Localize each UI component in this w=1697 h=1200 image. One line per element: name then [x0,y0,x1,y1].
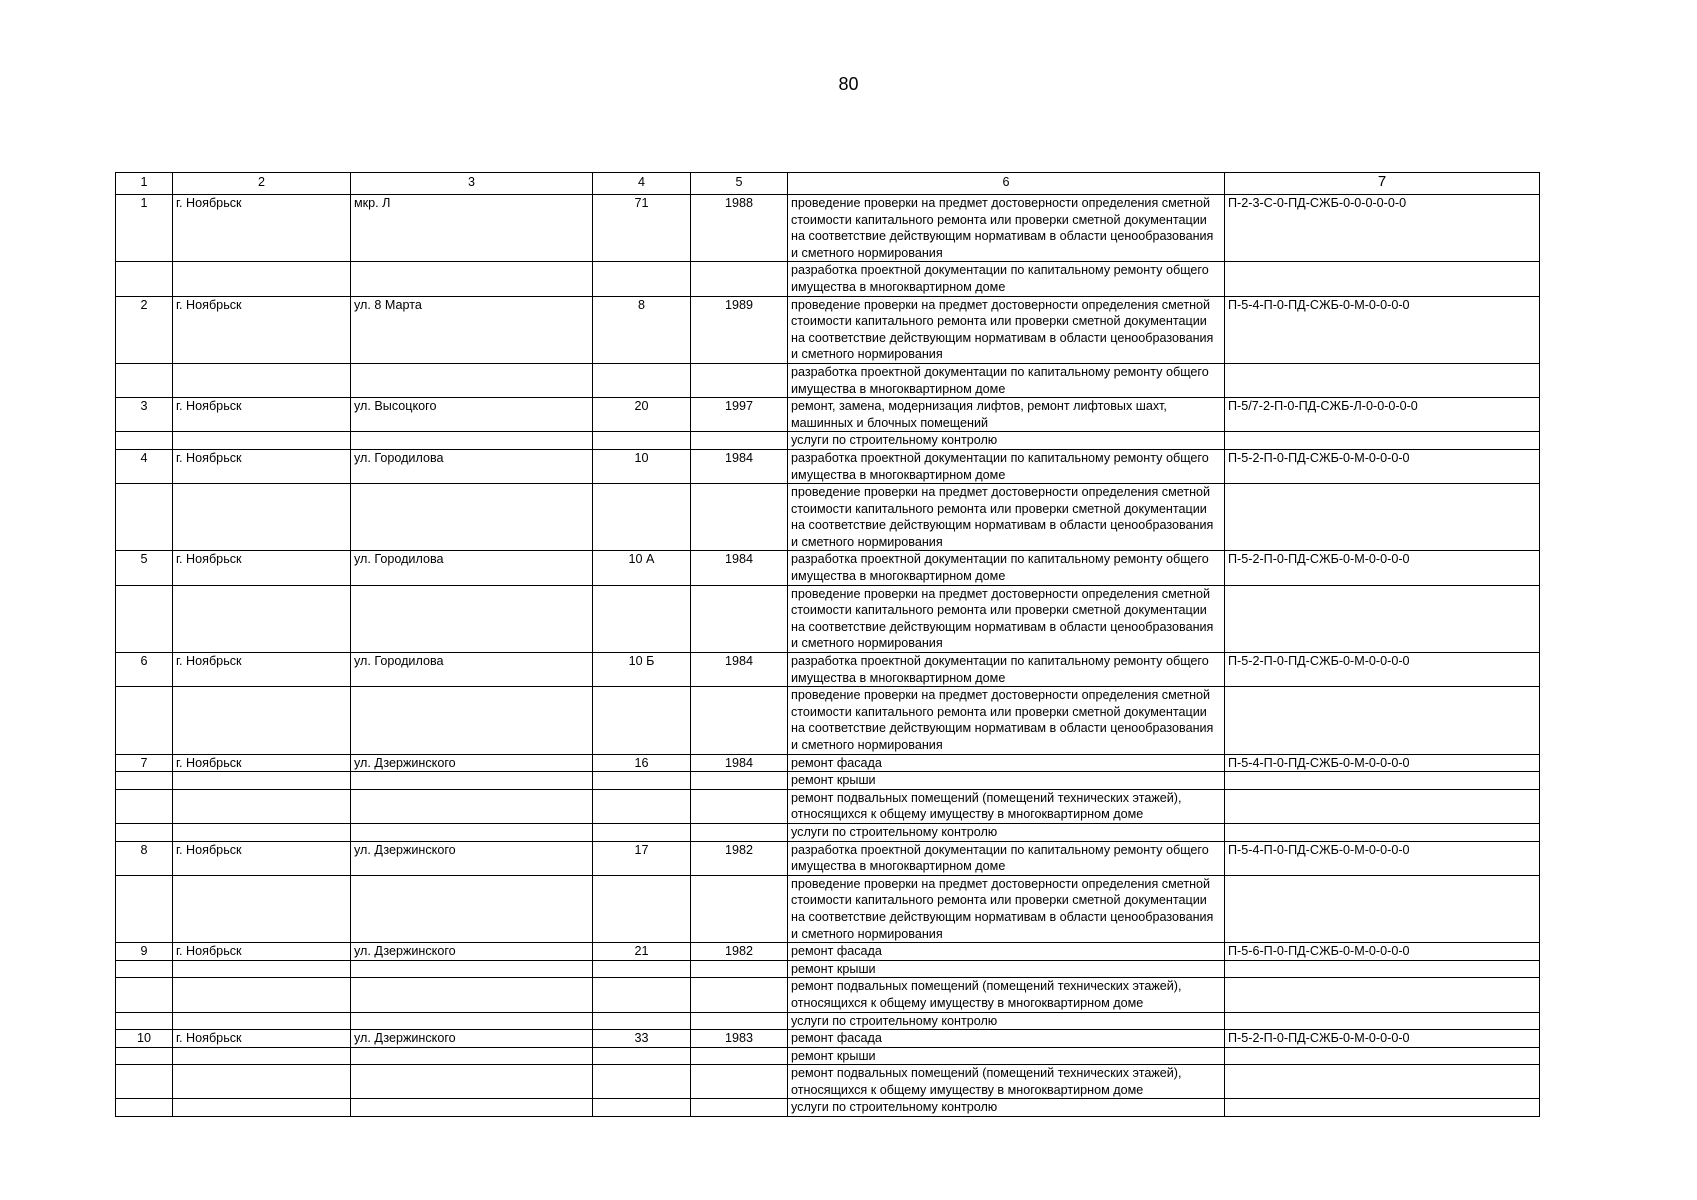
table-subrow [116,484,1540,551]
year-built-cell: 1988 [691,195,788,262]
house-number-cell: 10 Б [593,653,691,687]
city-cell [173,363,351,397]
table-subrow [116,1065,1540,1099]
row-number-cell [116,789,173,823]
work-type-cell: ремонт подвальных помещений (помещений технических этажей), относящихся к общему имуществу в многоквартирном доме [788,1065,1225,1099]
city-cell: г. Ноябрьск [173,195,351,262]
year-built-cell [691,1047,788,1065]
year-built-cell [691,262,788,296]
house-code-cell: П-5-2-П-0-ПД-СЖБ-0-М-0-0-0-0 [1225,653,1540,687]
house-number-cell: 16 [593,754,691,772]
city-cell [173,772,351,790]
work-type-cell: услуги по строительному контролю [788,823,1225,841]
street-cell [351,262,593,296]
work-type-cell: услуги по строительному контролю [788,1099,1225,1117]
header-cell: 7 [1225,173,1540,195]
street-cell: ул. 8 Марта [351,296,593,363]
row-number-cell [116,687,173,754]
year-built-cell [691,960,788,978]
street-cell: ул. Дзержинского [351,754,593,772]
header-cell: 3 [351,173,593,195]
row-number-cell [116,823,173,841]
city-cell [173,1047,351,1065]
work-type-cell: ремонт крыши [788,772,1225,790]
housing-register-table [115,172,1540,1117]
house-number-cell: 21 [593,943,691,961]
house-code-cell: П-5-4-П-0-ПД-СЖБ-0-М-0-0-0-0 [1225,841,1540,875]
work-type-cell: разработка проектной документации по капитальному ремонту общего имущества в многоквартирном доме [788,449,1225,483]
house-number-cell: 17 [593,841,691,875]
city-cell [173,432,351,450]
street-cell [351,687,593,754]
table-row [116,551,1540,585]
work-type-cell: разработка проектной документации по капитальному ремонту общего имущества в многоквартирном доме [788,653,1225,687]
work-type-cell: ремонт подвальных помещений (помещений технических этажей), относящихся к общему имуществу в многоквартирном доме [788,978,1225,1012]
table-subrow [116,363,1540,397]
table-row [116,653,1540,687]
city-cell [173,960,351,978]
table-subrow [116,789,1540,823]
house-code-cell: П-5-4-П-0-ПД-СЖБ-0-М-0-0-0-0 [1225,296,1540,363]
work-type-cell: услуги по строительному контролю [788,432,1225,450]
city-cell [173,585,351,652]
house-number-cell [593,960,691,978]
house-code-cell [1225,432,1540,450]
house-code-cell [1225,978,1540,1012]
city-cell: г. Ноябрьск [173,841,351,875]
street-cell: ул. Дзержинского [351,1030,593,1048]
row-number-cell [116,585,173,652]
year-built-cell: 1984 [691,449,788,483]
city-cell: г. Ноябрьск [173,653,351,687]
table-body [116,195,1540,1117]
city-cell [173,262,351,296]
city-cell: г. Ноябрьск [173,754,351,772]
house-code-cell [1225,823,1540,841]
city-cell [173,875,351,942]
house-code-cell [1225,484,1540,551]
year-built-cell: 1982 [691,841,788,875]
city-cell: г. Ноябрьск [173,1030,351,1048]
row-number-cell: 1 [116,195,173,262]
house-code-cell: П-2-3-С-0-ПД-СЖБ-0-0-0-0-0-0 [1225,195,1540,262]
header-cell: 1 [116,173,173,195]
city-cell [173,823,351,841]
table-subrow [116,1012,1540,1030]
house-code-cell: П-5-2-П-0-ПД-СЖБ-0-М-0-0-0-0 [1225,1030,1540,1048]
year-built-cell: 1997 [691,398,788,432]
city-cell: г. Ноябрьск [173,943,351,961]
row-number-cell [116,363,173,397]
year-built-cell [691,978,788,1012]
street-cell [351,823,593,841]
house-number-cell [593,585,691,652]
street-cell: ул. Дзержинского [351,841,593,875]
work-type-cell: ремонт фасада [788,1030,1225,1048]
house-code-cell [1225,1065,1540,1099]
table-row [116,449,1540,483]
street-cell [351,585,593,652]
year-built-cell [691,432,788,450]
city-cell [173,978,351,1012]
row-number-cell [116,1099,173,1117]
row-number-cell [116,1047,173,1065]
table-subrow [116,823,1540,841]
year-built-cell [691,585,788,652]
table-subrow [116,1099,1540,1117]
city-cell [173,484,351,551]
house-code-cell: П-5-6-П-0-ПД-СЖБ-0-М-0-0-0-0 [1225,943,1540,961]
house-number-cell [593,772,691,790]
street-cell: ул. Городилова [351,551,593,585]
table-subrow [116,875,1540,942]
city-cell [173,1099,351,1117]
row-number-cell: 4 [116,449,173,483]
city-cell [173,789,351,823]
house-code-cell: П-5-4-П-0-ПД-СЖБ-0-М-0-0-0-0 [1225,754,1540,772]
row-number-cell: 8 [116,841,173,875]
house-code-cell: П-5-2-П-0-ПД-СЖБ-0-М-0-0-0-0 [1225,449,1540,483]
table-subrow [116,978,1540,1012]
house-number-cell [593,1012,691,1030]
year-built-cell: 1984 [691,653,788,687]
year-built-cell [691,789,788,823]
street-cell: мкр. Л [351,195,593,262]
row-number-cell [116,262,173,296]
house-number-cell [593,687,691,754]
row-number-cell: 10 [116,1030,173,1048]
work-type-cell: разработка проектной документации по капитальному ремонту общего имущества в многоквартирном доме [788,363,1225,397]
house-number-cell [593,789,691,823]
table-row [116,754,1540,772]
work-type-cell: ремонт фасада [788,943,1225,961]
house-code-cell [1225,585,1540,652]
house-number-cell: 33 [593,1030,691,1048]
street-cell [351,1099,593,1117]
work-type-cell: разработка проектной документации по капитальному ремонту общего имущества в многоквартирном доме [788,551,1225,585]
house-code-cell [1225,1047,1540,1065]
table-row [116,296,1540,363]
row-number-cell: 7 [116,754,173,772]
row-number-cell [116,960,173,978]
city-cell: г. Ноябрьск [173,551,351,585]
house-number-cell [593,363,691,397]
street-cell [351,978,593,1012]
house-code-cell: П-5/7-2-П-0-ПД-СЖБ-Л-0-0-0-0-0 [1225,398,1540,432]
row-number-cell [116,484,173,551]
city-cell [173,687,351,754]
year-built-cell [691,363,788,397]
table-row [116,195,1540,262]
work-type-cell: проведение проверки на предмет достоверности определения сметной стоимости капитального ремонта или проверки сметной документации на соответствие действующим нормативам в области ценообразования и сметного нормирования [788,195,1225,262]
street-cell: ул. Высоцкого [351,398,593,432]
row-number-cell: 5 [116,551,173,585]
table-row [116,943,1540,961]
street-cell [351,484,593,551]
table-subrow [116,1047,1540,1065]
year-built-cell [691,687,788,754]
row-number-cell [116,1065,173,1099]
table-row [116,1030,1540,1048]
row-number-cell [116,875,173,942]
row-number-cell [116,978,173,1012]
house-number-cell [593,262,691,296]
work-type-cell: ремонт фасада [788,754,1225,772]
house-number-cell [593,875,691,942]
row-number-cell: 2 [116,296,173,363]
house-code-cell [1225,687,1540,754]
work-type-cell: проведение проверки на предмет достоверности определения сметной стоимости капитального ремонта или проверки сметной документации на соответствие действующим нормативам в области ценообразования и сметного нормирования [788,585,1225,652]
street-cell [351,363,593,397]
street-cell [351,875,593,942]
house-code-cell [1225,875,1540,942]
house-number-cell: 10 А [593,551,691,585]
street-cell [351,789,593,823]
table-row [116,398,1540,432]
house-number-cell: 8 [593,296,691,363]
street-cell [351,772,593,790]
header-cell: 5 [691,173,788,195]
year-built-cell [691,484,788,551]
house-number-cell [593,1065,691,1099]
row-number-cell: 6 [116,653,173,687]
header-row [116,173,1540,195]
table-subrow [116,262,1540,296]
city-cell: г. Ноябрьск [173,296,351,363]
street-cell: ул. Городилова [351,653,593,687]
table-subrow [116,432,1540,450]
year-built-cell [691,772,788,790]
city-cell: г. Ноябрьск [173,449,351,483]
row-number-cell: 3 [116,398,173,432]
house-code-cell [1225,1012,1540,1030]
work-type-cell: проведение проверки на предмет достоверности определения сметной стоимости капитального ремонта или проверки сметной документации на соответствие действующим нормативам в области ценообразования и сметного нормирования [788,484,1225,551]
house-number-cell [593,978,691,1012]
work-type-cell: ремонт, замена, модернизация лифтов, ремонт лифтовых шахт, машинных и блочных помещений [788,398,1225,432]
row-number-cell [116,1012,173,1030]
street-cell [351,1047,593,1065]
year-built-cell [691,823,788,841]
work-type-cell: проведение проверки на предмет достоверности определения сметной стоимости капитального ремонта или проверки сметной документации на соответствие действующим нормативам в области ценообразования и сметного нормирования [788,875,1225,942]
city-cell: г. Ноябрьск [173,398,351,432]
work-type-cell: разработка проектной документации по капитальному ремонту общего имущества в многоквартирном доме [788,841,1225,875]
year-built-cell: 1989 [691,296,788,363]
house-number-cell [593,1099,691,1117]
year-built-cell [691,1099,788,1117]
year-built-cell: 1984 [691,754,788,772]
house-code-cell [1225,960,1540,978]
house-code-cell: П-5-2-П-0-ПД-СЖБ-0-М-0-0-0-0 [1225,551,1540,585]
city-cell [173,1065,351,1099]
street-cell [351,1065,593,1099]
city-cell [173,1012,351,1030]
house-number-cell [593,823,691,841]
table-subrow [116,687,1540,754]
year-built-cell: 1984 [691,551,788,585]
table-subrow [116,585,1540,652]
row-number-cell: 9 [116,943,173,961]
work-type-cell: проведение проверки на предмет достоверности определения сметной стоимости капитального ремонта или проверки сметной документации на соответствие действующим нормативам в области ценообразования и сметного нормирования [788,687,1225,754]
year-built-cell [691,1012,788,1030]
work-type-cell: разработка проектной документации по капитальному ремонту общего имущества в многоквартирном доме [788,262,1225,296]
house-number-cell [593,1047,691,1065]
page-number: 80 [838,74,859,94]
street-cell [351,1012,593,1030]
house-code-cell [1225,772,1540,790]
table-subrow [116,960,1540,978]
row-number-cell [116,772,173,790]
house-code-cell [1225,1099,1540,1117]
header-cell: 2 [173,173,351,195]
row-number-cell [116,432,173,450]
table-subrow [116,772,1540,790]
year-built-cell: 1983 [691,1030,788,1048]
street-cell: ул. Дзержинского [351,943,593,961]
street-cell [351,960,593,978]
street-cell [351,432,593,450]
house-number-cell: 71 [593,195,691,262]
year-built-cell [691,875,788,942]
street-cell: ул. Городилова [351,449,593,483]
year-built-cell: 1982 [691,943,788,961]
table-row [116,841,1540,875]
work-type-cell: ремонт подвальных помещений (помещений технических этажей), относящихся к общему имуществу в многоквартирном доме [788,789,1225,823]
house-code-cell [1225,789,1540,823]
house-code-cell [1225,262,1540,296]
work-type-cell: ремонт крыши [788,1047,1225,1065]
work-type-cell: услуги по строительному контролю [788,1012,1225,1030]
house-number-cell [593,432,691,450]
work-type-cell: ремонт крыши [788,960,1225,978]
house-number-cell [593,484,691,551]
work-type-cell: проведение проверки на предмет достоверности определения сметной стоимости капитального ремонта или проверки сметной документации на соответствие действующим нормативам в области ценообразования и сметного нормирования [788,296,1225,363]
header-cell: 4 [593,173,691,195]
year-built-cell [691,1065,788,1099]
house-number-cell: 10 [593,449,691,483]
house-number-cell: 20 [593,398,691,432]
header-cell: 6 [788,173,1225,195]
house-code-cell [1225,363,1540,397]
